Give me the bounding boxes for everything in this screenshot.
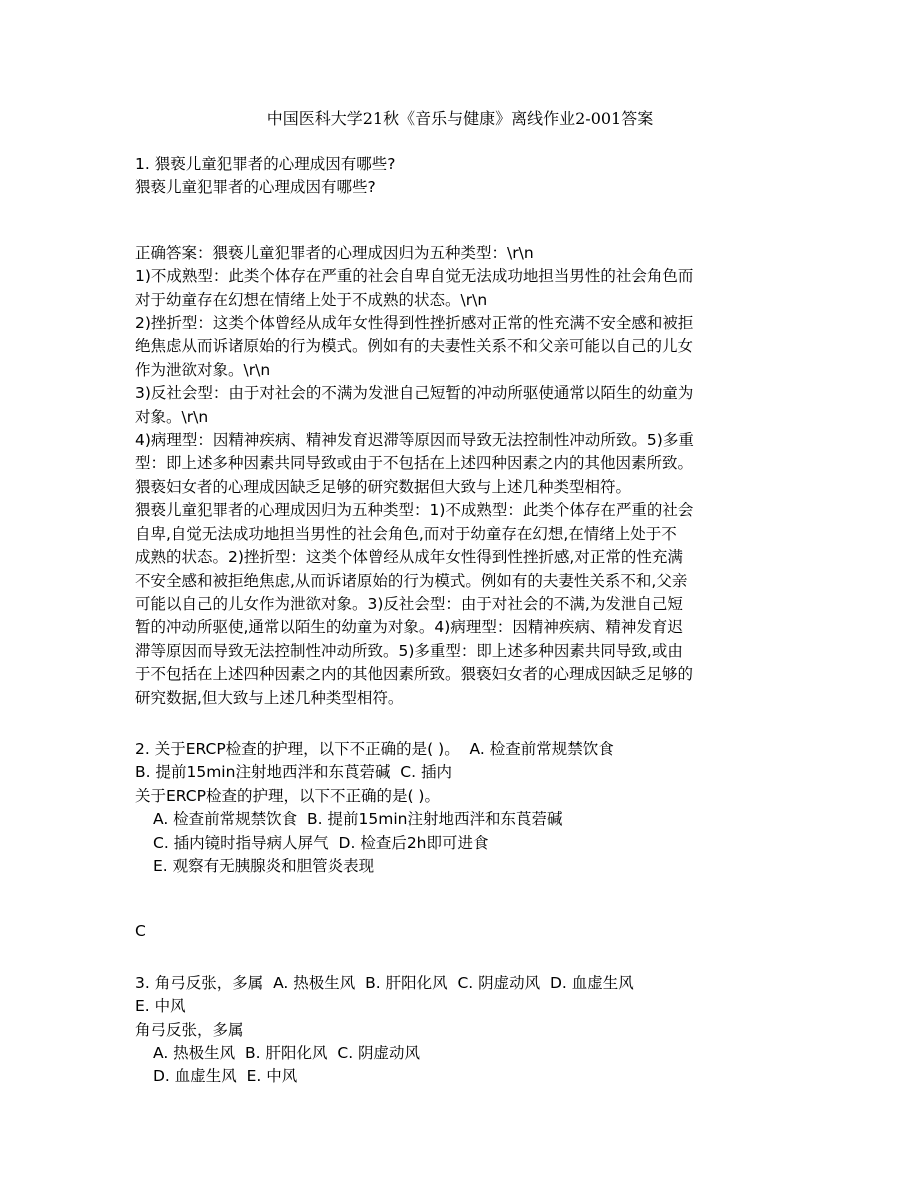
answer-line: 正确答案：猥亵儿童犯罪者的心理成因归为五种类型：\r\n (135, 243, 534, 262)
question-3-stem-line: E. 中风 (135, 997, 186, 1016)
question-2-stem-line: 关于ERCP检查的护理，以下不正确的是( )。 (135, 786, 440, 805)
summary-line: 于不包括在上述四种因素之内的其他因素所致。猥亵妇女者的心理成因缺乏足够的 (135, 665, 694, 684)
answer-line: 4)病理型：因精神疾病、精神发育迟滞等原因而导致无法控制性冲动所致。5)多重 (135, 431, 694, 450)
question-1-stem-line: 猥亵儿童犯罪者的心理成因有哪些? (135, 178, 376, 197)
summary-line: 暂的冲动所驱使,通常以陌生的幼童为对象。4)病理型：因精神疾病、精神发育迟 (135, 618, 683, 637)
question-3-stem-line: 角弓反张，多属 (135, 1020, 244, 1039)
answer-line: 型：即上述多种因素共同导致或由于不包括在上述四种因素之内的其他因素所致。 (135, 454, 694, 473)
question-1-answer (135, 242, 795, 499)
document-title: 中国医科大学21秋《音乐与健康》离线作业2-001答案 (266, 109, 654, 128)
question-2-option-line: E. 观察有无胰腺炎和胆管炎表现 (153, 856, 375, 875)
question-1-stem-line: 1. 猥亵儿童犯罪者的心理成因有哪些? (135, 155, 396, 173)
answer-line: 猥亵妇女者的心理成因缺乏足够的研究数据但大致与上述几种类型相符。 (135, 477, 632, 496)
summary-line: 猥亵儿童犯罪者的心理成因归为五种类型：1)不成熟型：此类个体存在严重的社会 (135, 501, 694, 520)
question-2-stem-line: B. 提前15min注射地西泮和东莨菪碱 C. 插内 (135, 763, 452, 782)
summary-line: 自卑,自觉无法成功地担当男性的社会角色,而对于幼童存在幻想,在情绪上处于不 (135, 524, 677, 543)
summary-line: 成熟的状态。2)挫折型：这类个体曾经从成年女性得到性挫折感,对正常的性充满 (135, 548, 683, 567)
question-3-option-line: D. 血虚生风 E. 中风 (153, 1067, 298, 1086)
question-2 (135, 738, 795, 944)
question-1-summary (135, 499, 795, 710)
answer-line: 绝焦虑从而诉诸原始的行为模式。例如有的夫妻性关系不和父亲可能以自己的儿女 (135, 337, 694, 356)
summary-line: 研究数据,但大致与上述几种类型相符。 (135, 688, 404, 707)
question-2-answer: C (135, 922, 146, 941)
question-1 (135, 153, 795, 710)
answer-line: 3)反社会型：由于对社会的不满为发泄自己短暂的冲动所驱使通常以陌生的幼童为 (135, 384, 694, 403)
summary-line: 滞等原因而导致无法控制性冲动所致。5)多重型：即上述多种因素共同导致,或由 (135, 641, 683, 660)
question-3-stem-line: 3. 角弓反张，多属 A. 热极生风 B. 肝阳化风 C. 阴虚动风 D. 血虚生风 (135, 973, 634, 992)
question-2-option-line: A. 检查前常规禁饮食 B. 提前15min注射地西泮和东莨菪碱 (153, 810, 563, 829)
question-2-stem-line: 2. 关于ERCP检查的护理，以下不正确的是( )。 A. 检查前常规禁饮食 (135, 739, 614, 758)
summary-line: 可能以自己的儿女作为泄欲对象。3)反社会型：由于对社会的不满,为发泄自己短 (135, 594, 683, 613)
answer-line: 2)挫折型：这类个体曾经从成年女性得到性挫折感对正常的性充满不安全感和被拒 (135, 314, 694, 333)
answer-line: 对象。\r\n (135, 407, 209, 426)
answer-line: 作为泄欲对象。\r\n (135, 360, 271, 379)
question-3 (135, 972, 795, 1089)
document-body (135, 153, 795, 1089)
question-3-option-line: A. 热极生风 B. 肝阳化风 C. 阴虚动风 (153, 1044, 421, 1062)
answer-line: 对于幼童存在幻想在情绪上处于不成熟的状态。\r\n (135, 290, 488, 309)
summary-line: 不安全感和被拒绝焦虑,从而诉诸原始的行为模式。例如有的夫妻性关系不和,父亲 (135, 571, 688, 590)
question-2-option-line: C. 插内镜时指导病人屏气 D. 检查后2h即可进食 (153, 833, 489, 852)
answer-line: 1)不成熟型：此类个体存在严重的社会自卑自觉无法成功地担当男性的社会角色而 (135, 267, 694, 286)
